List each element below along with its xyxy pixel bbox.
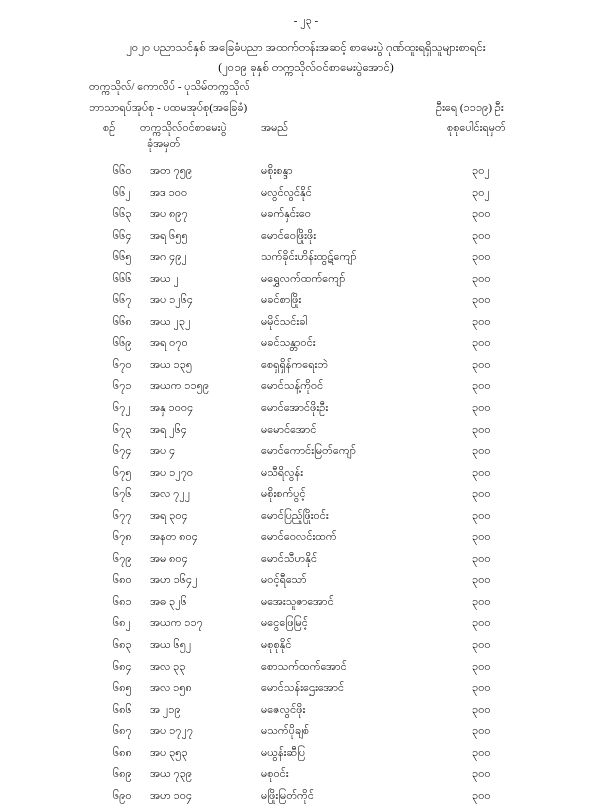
name-cell: မောင်သန့်ကိုဝင် xyxy=(261,380,324,393)
roll-number-cell: အယ ၆၅၂ xyxy=(150,639,192,652)
roll-number-cell: အပ ၁၇၂၇ xyxy=(150,725,194,738)
serial-cell: ၆၈၆ xyxy=(113,703,132,716)
serial-cell: ၆၆၄ xyxy=(113,229,132,242)
serial-cell: ၆၇၈ xyxy=(113,531,132,544)
results-table xyxy=(0,164,612,810)
serial-cell: ၆၇၂ xyxy=(113,402,131,415)
roll-number-cell: အရ ၂၆၄ xyxy=(150,423,187,436)
table-row xyxy=(0,164,612,186)
marks-cell: ၃၀၀ xyxy=(472,789,491,802)
table-row xyxy=(0,336,612,358)
name-cell: မစုဝင်း xyxy=(261,768,289,781)
table-row xyxy=(0,552,612,574)
roll-number-cell: အယ ၇၃၉ xyxy=(150,768,193,781)
table-row xyxy=(0,423,612,445)
table-row xyxy=(0,466,612,488)
table-row xyxy=(0,681,612,703)
column-header-name: အမည် xyxy=(261,122,289,134)
name-cell: မမိုင်သင်းခါ xyxy=(261,315,308,328)
document-subtitle: (၂၀၁၉ ခုနှစ် တက္ကသိုလ်ဝင်စာမေးပွဲအောင်) xyxy=(218,62,394,74)
marks-cell: ၃၀၀ xyxy=(472,272,491,285)
table-row xyxy=(0,746,612,768)
serial-cell: ၆၆၂ xyxy=(113,186,131,199)
name-cell: မောင်ဝေလင်းထက် xyxy=(261,531,337,544)
serial-cell: ၆၉၀ xyxy=(113,789,132,802)
column-header-roll-number-line2: ခုံအမှတ် xyxy=(147,138,181,150)
subject-group-label: ဘာသာရပ်အုပ်စု - ပထမအုပ်စု(အခြေခံ) xyxy=(89,102,248,114)
name-cell: မောင်ကောင်းမြတ်ကျော် xyxy=(261,445,356,458)
marks-cell: ၃၀၀ xyxy=(472,229,491,242)
table-row xyxy=(0,530,612,552)
name-cell: မရွှေလက်ထက်ကျော် xyxy=(261,272,346,285)
name-cell: မသီရိလွန်း xyxy=(261,466,304,479)
name-cell: မခက်နှင်းဝေ xyxy=(261,208,311,221)
table-row xyxy=(0,444,612,466)
roll-number-cell: အဟ ၁၀၄ xyxy=(150,789,193,802)
marks-cell: ၃၀၀ xyxy=(472,466,491,479)
table-row xyxy=(0,724,612,746)
marks-cell: ၃၀၀ xyxy=(472,423,491,436)
serial-cell: ၆၇၅ xyxy=(113,466,132,479)
table-row xyxy=(0,293,612,315)
name-cell: မခင်စာဖြိုး xyxy=(261,294,302,307)
table-row xyxy=(0,789,612,810)
name-cell: မစိုးစက်ပွင့် xyxy=(261,488,306,501)
document-title: ၂၀၂၀ ပညာသင်နှစ် အခြေခံပညာ အထက်တန်းအဆင့် စာမေးပွဲ ဂုဏ်ထူးရရှိသူများစာရင်း xyxy=(126,42,486,54)
candidate-count-label: ဦးရေ (၁၁၁၉) ဦး xyxy=(436,102,504,114)
serial-cell: ၆၇၃ xyxy=(113,423,132,436)
name-cell: မောင်ပြည့်ဖြိုးဝင်း xyxy=(261,509,329,522)
marks-cell: ၃၀၀ xyxy=(472,488,491,501)
serial-cell: ၆၆၈ xyxy=(113,315,132,328)
serial-cell: ၆၈၄ xyxy=(113,660,132,673)
serial-cell: ၆၇၉ xyxy=(113,552,132,565)
roll-number-cell: အရ ၀၇၀ xyxy=(150,337,188,350)
table-row xyxy=(0,595,612,617)
roll-number-cell: အရ ၃၀၄ xyxy=(150,509,188,522)
serial-cell: ၆၇၄ xyxy=(113,445,132,458)
table-row xyxy=(0,401,612,423)
serial-cell: ၆၈၁ xyxy=(113,595,132,608)
roll-number-cell: အပ ၈၉၇ xyxy=(150,208,188,221)
serial-cell: ၆၈၀ xyxy=(113,574,132,587)
marks-cell: ၃၀၀ xyxy=(472,682,491,695)
name-cell: မောင်ဝေဖြိုးဖိုး xyxy=(261,229,317,242)
serial-cell: ၆၆၇ xyxy=(113,294,132,307)
marks-cell: ၃၀၂ xyxy=(472,165,490,177)
marks-cell: ၃၀၀ xyxy=(472,768,491,781)
name-cell: မစုစုနိုင် xyxy=(261,639,292,652)
name-cell: စေရှရှိန်ကရေးဘဲ xyxy=(261,358,328,371)
roll-number-cell: အလ ၃၃ xyxy=(150,660,186,673)
serial-cell: ၆၆၅ xyxy=(113,251,132,264)
serial-cell: ၆၈၃ xyxy=(113,639,132,652)
roll-number-cell: အနှ ၁၀၀၄ xyxy=(150,402,194,415)
column-header-serial: စဉ် xyxy=(103,122,116,134)
table-row xyxy=(0,207,612,229)
serial-cell: ၆၆၀ xyxy=(113,165,132,177)
table-row xyxy=(0,487,612,509)
marks-cell: ၃၀၀ xyxy=(472,509,491,522)
marks-cell: ၃၀၀ xyxy=(472,574,491,587)
roll-number-cell: အမ ၈၀၄ xyxy=(150,552,188,565)
name-cell: မောင်သီဟနိုင် xyxy=(261,552,318,565)
roll-number-cell: အတ ၇၅၉ xyxy=(150,165,193,177)
marks-cell: ၃၀၀ xyxy=(472,315,491,328)
serial-cell: ၆၇၆ xyxy=(113,488,132,501)
table-row xyxy=(0,509,612,531)
column-header-total-marks: စုစုပေါင်းရမှတ် xyxy=(447,122,506,134)
marks-cell: ၃၀၀ xyxy=(472,251,491,264)
roll-number-cell: အဂ ၄၉၂ xyxy=(150,251,187,264)
name-cell: မသက်ပိုချစ် xyxy=(261,725,310,738)
name-cell: မအေးသူဇာအောင် xyxy=(261,595,334,608)
serial-cell: ၆၇၁ xyxy=(113,380,132,393)
name-cell: စောသက်ထက်အောင် xyxy=(261,660,347,673)
roll-number-cell: အယက ၁၁၅၉ xyxy=(150,380,210,393)
roll-number-cell: အလ ၇၂၂ xyxy=(150,488,191,501)
table-row xyxy=(0,616,612,638)
name-cell: သက်ခိုင်းဟိန်းထွဋ်ကျော် xyxy=(261,251,357,264)
marks-cell: ၃၀၀ xyxy=(472,208,491,221)
name-cell: မဖြိုးမြတ်ကိုင် xyxy=(261,789,314,802)
name-cell: မခင်သန္တာဝင်း xyxy=(261,337,316,350)
marks-cell: ၃၀၀ xyxy=(472,746,491,759)
marks-cell: ၃၀၀ xyxy=(472,703,491,716)
serial-cell: ၆၇၀ xyxy=(113,358,132,371)
serial-cell: ၆၇၇ xyxy=(113,509,132,522)
roll-number-cell: အပ ၄ xyxy=(150,445,176,458)
roll-number-cell: အယက ၁၁၇ xyxy=(150,617,203,630)
roll-number-cell: အပ ၁၂၆၄ xyxy=(150,294,194,307)
name-cell: မယွန်းဆီပြ xyxy=(261,746,306,759)
column-header-roll-number: တက္ကသိုလ်ဝင်စာမေးပွဲ xyxy=(140,122,227,134)
table-row xyxy=(0,660,612,682)
marks-cell: ၃၀၂ xyxy=(472,186,490,199)
table-row xyxy=(0,272,612,294)
serial-cell: ၆၆၃ xyxy=(113,208,132,221)
name-cell: မငွေဖြေမြင့် xyxy=(261,617,308,630)
name-cell: မောင်အောင်ဖိုးဦး xyxy=(261,402,329,415)
roll-number-cell: အနတ ၈၀၄ xyxy=(150,531,198,544)
serial-cell: ၆၆၉ xyxy=(113,337,132,350)
table-row xyxy=(0,186,612,208)
roll-number-cell: အဟ ၁၆၄၂ xyxy=(150,574,198,587)
name-cell: မမောင်အောင် xyxy=(261,423,317,436)
table-row xyxy=(0,573,612,595)
marks-cell: ၃၀၀ xyxy=(472,445,491,458)
table-row xyxy=(0,250,612,272)
roll-number-cell: အပ ၃၅၃ xyxy=(150,746,188,759)
roll-number-cell: အဒ ၁၀၀ xyxy=(150,186,188,199)
name-cell: မဝင့်ရီသော် xyxy=(261,574,307,587)
marks-cell: ၃၀၀ xyxy=(472,639,491,652)
table-row xyxy=(0,703,612,725)
name-cell: မလွင်လွင်နိုင် xyxy=(261,186,312,199)
marks-cell: ၃၀၀ xyxy=(472,380,491,393)
serial-cell: ၆၈၉ xyxy=(113,768,132,781)
name-cell: မဇေလွင်ဖိုး xyxy=(261,703,306,716)
name-cell: မစိုးစန္ဒာ xyxy=(261,165,293,177)
serial-cell: ၆၈၈ xyxy=(113,746,132,759)
table-row xyxy=(0,379,612,401)
roll-number-cell: အဓ ၃၂၆ xyxy=(150,595,187,608)
serial-cell: ၆၆၆ xyxy=(113,272,132,285)
marks-cell: ၃၀၀ xyxy=(472,660,491,673)
roll-number-cell: အရ ၆၅၅ xyxy=(150,229,188,242)
roll-number-cell: အလ ၁၅၈ xyxy=(150,682,192,695)
roll-number-cell: အ ၂၁၉ xyxy=(150,703,181,716)
marks-cell: ၃၀၀ xyxy=(472,358,491,371)
roll-number-cell: အယ ၂ xyxy=(150,272,179,285)
roll-number-cell: အယ ၁၃၅ xyxy=(150,358,193,371)
serial-cell: ၆၈၂ xyxy=(113,617,131,630)
serial-cell: ၆၈၅ xyxy=(113,682,132,695)
roll-number-cell: အပ ၁၂၇၀ xyxy=(150,466,194,479)
marks-cell: ၃၀၀ xyxy=(472,725,491,738)
page-number: - ၂၃ - xyxy=(293,15,319,27)
university-label: တက္ကသိုလ်/ ကောလိပ် - ပုသိမ်တက္ကသိုလ် xyxy=(89,81,250,93)
serial-cell: ၆၈၇ xyxy=(113,725,132,738)
marks-cell: ၃၀၀ xyxy=(472,531,491,544)
table-row xyxy=(0,229,612,251)
marks-cell: ၃၀၀ xyxy=(472,617,491,630)
table-row xyxy=(0,358,612,380)
marks-cell: ၃၀၀ xyxy=(472,402,491,415)
table-row xyxy=(0,638,612,660)
table-row xyxy=(0,315,612,337)
name-cell: မောင်သန်းဌေးအောင် xyxy=(261,682,345,695)
marks-cell: ၃၀၀ xyxy=(472,552,491,565)
marks-cell: ၃၀၀ xyxy=(472,337,491,350)
roll-number-cell: အယ ၂၃၂ xyxy=(150,315,191,328)
marks-cell: ၃၀၀ xyxy=(472,595,491,608)
marks-cell: ၃၀၀ xyxy=(472,294,491,307)
table-row xyxy=(0,767,612,789)
